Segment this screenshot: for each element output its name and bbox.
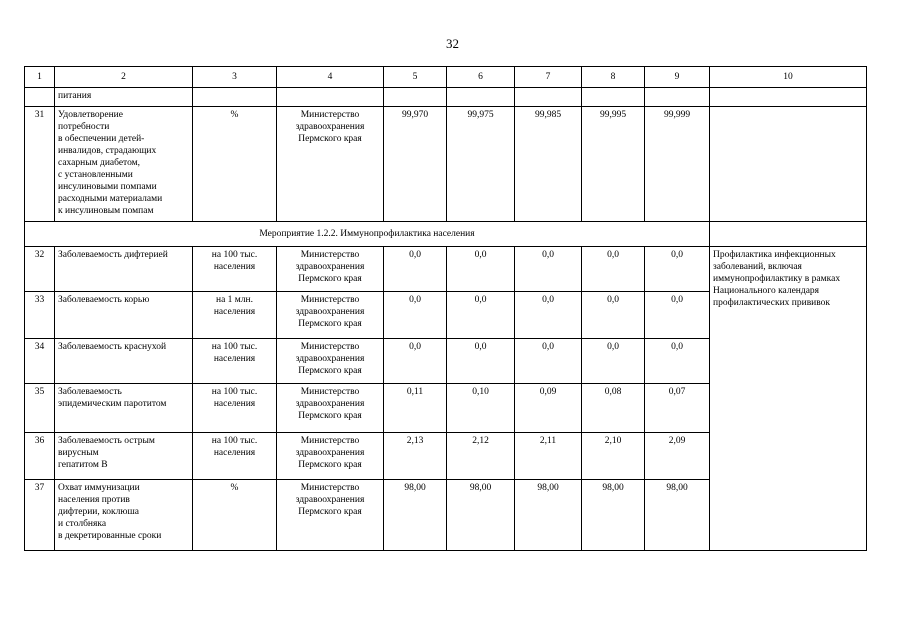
indicator-name: Охват иммунизации населения против дифтерии, коклюша и столбняка в декретированные сроки bbox=[55, 480, 193, 551]
value-cell: 0,0 bbox=[645, 339, 710, 384]
indicator-name: Заболеваемость эпидемическим паротитом bbox=[55, 384, 193, 433]
row-number: 37 bbox=[25, 480, 55, 551]
value-cell: 0,0 bbox=[447, 247, 515, 292]
responsible-org: Министерство здравоохранения Пермского края bbox=[277, 107, 384, 222]
value-cell: 0,0 bbox=[645, 292, 710, 339]
value-cell: 99,985 bbox=[515, 107, 582, 222]
value-cell: 99,975 bbox=[447, 107, 515, 222]
value-cell: 0,0 bbox=[515, 247, 582, 292]
indicators-table bbox=[24, 66, 867, 551]
row-number: 32 bbox=[25, 247, 55, 292]
header-cell: 5 bbox=[384, 67, 447, 88]
value-cell: 0,0 bbox=[447, 339, 515, 384]
indicator-name: Удовлетворение потребности в обеспечении детей- инвалидов, страдающих сахарным диабетом, с установленными инсулиновыми помпами расходными материалами к инсулиновым помпам bbox=[55, 107, 193, 222]
value-cell: 98,00 bbox=[515, 480, 582, 551]
value-cell: 2,12 bbox=[447, 433, 515, 480]
value-cell: 0,0 bbox=[582, 247, 645, 292]
indicator-unit: на 100 тыс. населения bbox=[193, 433, 277, 480]
value-cell: 2,13 bbox=[384, 433, 447, 480]
indicator-unit: на 100 тыс. населения bbox=[193, 247, 277, 292]
note-cell: Профилактика инфекционных заболеваний, включая иммунопрофилактику в рамках Национального календаря профилактических прививок bbox=[710, 247, 867, 551]
responsible-org: Министерство здравоохранения Пермского края bbox=[277, 480, 384, 551]
value-cell: 0,10 bbox=[447, 384, 515, 433]
indicator-unit: на 100 тыс. населения bbox=[193, 339, 277, 384]
value-cell: 2,09 bbox=[645, 433, 710, 480]
value-cell: 2,11 bbox=[515, 433, 582, 480]
value-cell: 0,0 bbox=[447, 292, 515, 339]
value-cell: 98,00 bbox=[447, 480, 515, 551]
section-row bbox=[25, 222, 867, 247]
value-cell: 99,999 bbox=[645, 107, 710, 222]
table-row bbox=[25, 107, 867, 222]
value-cell: 99,995 bbox=[582, 107, 645, 222]
indicator-unit: % bbox=[193, 480, 277, 551]
header-cell: 3 bbox=[193, 67, 277, 88]
value-cell: 0,0 bbox=[515, 292, 582, 339]
header-cell: 7 bbox=[515, 67, 582, 88]
header-cell: 2 bbox=[55, 67, 193, 88]
indicator-unit: на 1 млн. населения bbox=[193, 292, 277, 339]
header-row bbox=[25, 67, 867, 88]
value-cell: 2,10 bbox=[582, 433, 645, 480]
note-cell bbox=[710, 107, 867, 222]
value-cell: 0,0 bbox=[515, 339, 582, 384]
section-title: Мероприятие 1.2.2. Иммунопрофилактика населения bbox=[25, 222, 710, 247]
header-cell: 6 bbox=[447, 67, 515, 88]
header-cell: 1 bbox=[25, 67, 55, 88]
indicator-name: Заболеваемость острым вирусным гепатитом В bbox=[55, 433, 193, 480]
value-cell: 0,0 bbox=[582, 292, 645, 339]
value-cell: 99,970 bbox=[384, 107, 447, 222]
table-row bbox=[25, 247, 867, 292]
continuation-row bbox=[25, 88, 867, 107]
indicator-unit: на 100 тыс. населения bbox=[193, 384, 277, 433]
continuation-text: питания bbox=[55, 88, 193, 107]
header-cell: 9 bbox=[645, 67, 710, 88]
value-cell: 0,0 bbox=[384, 292, 447, 339]
value-cell: 0,0 bbox=[384, 339, 447, 384]
responsible-org: Министерство здравоохранения Пермского края bbox=[277, 433, 384, 480]
row-number: 36 bbox=[25, 433, 55, 480]
responsible-org: Министерство здравоохранения Пермского края bbox=[277, 247, 384, 292]
header-cell: 4 bbox=[277, 67, 384, 88]
row-number: 31 bbox=[25, 107, 55, 222]
responsible-org: Министерство здравоохранения Пермского края bbox=[277, 339, 384, 384]
value-cell: 0,09 bbox=[515, 384, 582, 433]
indicator-name: Заболеваемость краснухой bbox=[55, 339, 193, 384]
value-cell: 98,00 bbox=[582, 480, 645, 551]
page-number: 32 bbox=[446, 36, 459, 51]
responsible-org: Министерство здравоохранения Пермского края bbox=[277, 384, 384, 433]
header-cell: 10 bbox=[710, 67, 867, 88]
value-cell: 98,00 bbox=[645, 480, 710, 551]
value-cell: 0,08 bbox=[582, 384, 645, 433]
value-cell: 98,00 bbox=[384, 480, 447, 551]
responsible-org: Министерство здравоохранения Пермского края bbox=[277, 292, 384, 339]
value-cell: 0,0 bbox=[582, 339, 645, 384]
indicator-name: Заболеваемость дифтерией bbox=[55, 247, 193, 292]
value-cell: 0,11 bbox=[384, 384, 447, 433]
header-cell: 8 bbox=[582, 67, 645, 88]
indicator-name: Заболеваемость корью bbox=[55, 292, 193, 339]
value-cell: 0,0 bbox=[645, 247, 710, 292]
value-cell: 0,0 bbox=[384, 247, 447, 292]
row-number: 35 bbox=[25, 384, 55, 433]
indicator-unit: % bbox=[193, 107, 277, 222]
value-cell: 0,07 bbox=[645, 384, 710, 433]
row-number: 33 bbox=[25, 292, 55, 339]
row-number: 34 bbox=[25, 339, 55, 384]
